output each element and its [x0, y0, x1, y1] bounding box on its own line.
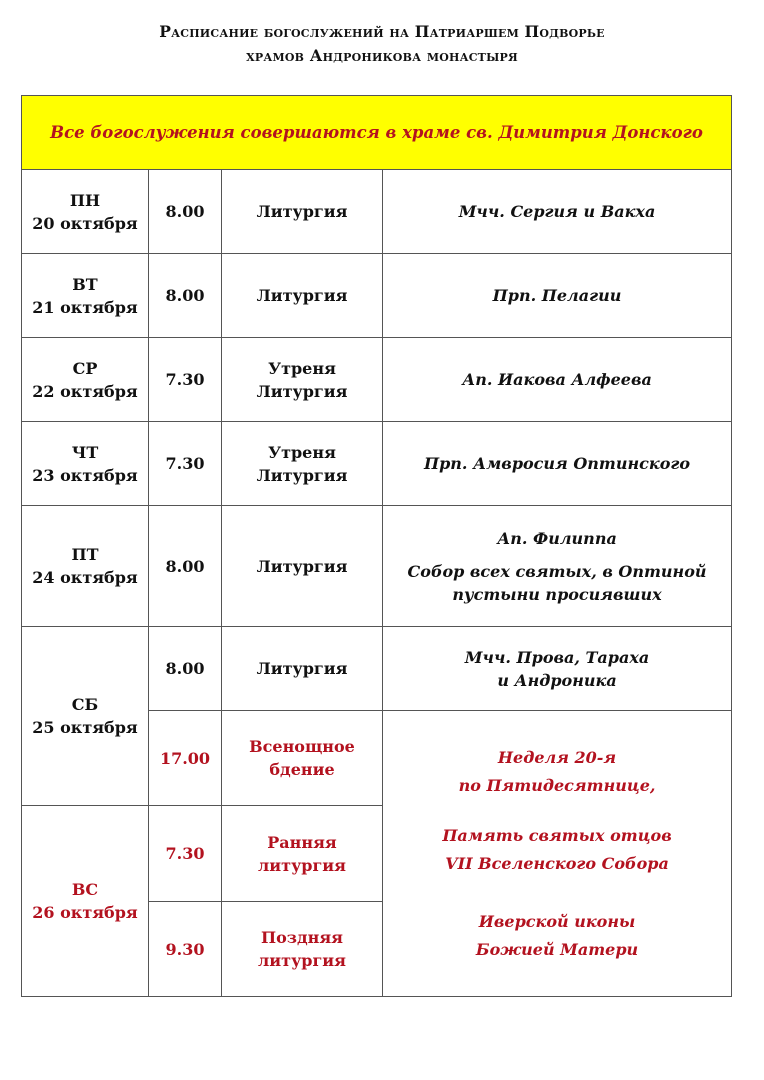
- feast-line: Память святых отцов: [442, 825, 672, 845]
- service-cell: [222, 902, 383, 997]
- page-title: [0, 20, 764, 68]
- spacer: [387, 550, 727, 560]
- service-line: Литургия: [256, 381, 348, 401]
- feast-line: Неделя 20-я: [497, 747, 617, 767]
- day-label: ВС: [71, 880, 99, 899]
- day-cell: [22, 170, 149, 254]
- time-cell: 9.30: [149, 902, 222, 997]
- banner-row: [22, 96, 732, 170]
- saint-cell: Прп. Пелагии: [383, 254, 732, 338]
- title-line-2: храмов Андроникова монастыря: [246, 46, 518, 65]
- date-label: 20 октября: [32, 213, 138, 233]
- service-line: Утреня: [268, 358, 336, 378]
- service-line: литургия: [258, 855, 346, 875]
- saint-line: Собор всех святых, в Оптиной: [407, 561, 707, 581]
- saint-line: Ап. Филиппа: [497, 528, 617, 548]
- day-label: ЧТ: [71, 442, 99, 462]
- time-cell: 7.30: [149, 806, 222, 902]
- day-cell: [22, 806, 149, 997]
- time-cell: 8.00: [149, 254, 222, 338]
- day-label: СБ: [71, 695, 99, 714]
- feast-line: Божией Матери: [475, 939, 639, 959]
- feast-line: VII Вселенского Собора: [445, 853, 669, 873]
- day-cell: [22, 422, 149, 506]
- day-label: ПТ: [71, 545, 99, 564]
- service-cell: [222, 422, 383, 506]
- date-label: 23 октября: [32, 465, 138, 485]
- saint-cell: [383, 506, 732, 627]
- date-label: 25 октября: [32, 718, 138, 737]
- service-line: бдение: [269, 760, 335, 779]
- service-cell: Литургия: [222, 506, 383, 627]
- service-line: Всенощное: [249, 737, 355, 756]
- day-cell: [22, 506, 149, 627]
- time-cell: 8.00: [149, 170, 222, 254]
- table-row: [22, 254, 732, 338]
- day-cell: [22, 254, 149, 338]
- saint-line: Мчч. Прова, Тараха: [464, 647, 650, 667]
- table-row: [22, 170, 732, 254]
- service-cell: Литургия: [222, 254, 383, 338]
- service-line: Ранняя: [267, 832, 337, 852]
- time-cell: 7.30: [149, 422, 222, 506]
- service-line: литургия: [258, 951, 346, 970]
- banner-cell: Все богослужения совершаются в храме св. Димитрия Донского: [22, 96, 732, 170]
- service-cell: Литургия: [222, 170, 383, 254]
- feast-line: по Пятидесятнице,: [458, 775, 656, 795]
- day-cell: [22, 338, 149, 422]
- date-label: 24 октября: [32, 568, 138, 587]
- service-cell: [222, 806, 383, 902]
- saint-cell: Ап. Иакова Алфеева: [383, 338, 732, 422]
- spacer: [387, 800, 727, 822]
- time-cell: 7.30: [149, 338, 222, 422]
- time-cell: 8.00: [149, 506, 222, 627]
- day-label: ПН: [69, 190, 101, 210]
- saint-cell: [383, 627, 732, 711]
- saint-cell: Мчч. Сергия и Вакха: [383, 170, 732, 254]
- saint-line: и Андроника: [497, 670, 617, 690]
- spacer: [387, 878, 727, 908]
- date-label: 26 октября: [32, 903, 138, 922]
- day-label: СР: [72, 358, 98, 378]
- date-label: 22 октября: [32, 381, 138, 401]
- saint-cell: Прп. Амвросия Оптинского: [383, 422, 732, 506]
- day-label: ВТ: [72, 274, 98, 294]
- table-row: [22, 338, 732, 422]
- title-line-1: Расписание богослужений на Патриаршем Подворье: [159, 22, 605, 41]
- service-cell: Литургия: [222, 627, 383, 711]
- service-line: Утреня: [268, 442, 336, 462]
- feast-line: Иверской иконы: [478, 911, 636, 931]
- time-cell: 8.00: [149, 627, 222, 711]
- day-cell: [22, 627, 149, 806]
- service-cell: [222, 338, 383, 422]
- service-cell: [222, 711, 383, 806]
- saint-line: пустыни просиявших: [452, 584, 662, 604]
- date-label: 21 октября: [32, 297, 138, 317]
- schedule-table: [21, 95, 732, 997]
- table-row: [22, 506, 732, 627]
- time-cell: 17.00: [149, 711, 222, 806]
- table-row: [22, 627, 732, 711]
- table-row: [22, 422, 732, 506]
- service-line: Литургия: [256, 465, 348, 485]
- feast-cell: [383, 711, 732, 997]
- service-line: Поздняя: [260, 928, 343, 947]
